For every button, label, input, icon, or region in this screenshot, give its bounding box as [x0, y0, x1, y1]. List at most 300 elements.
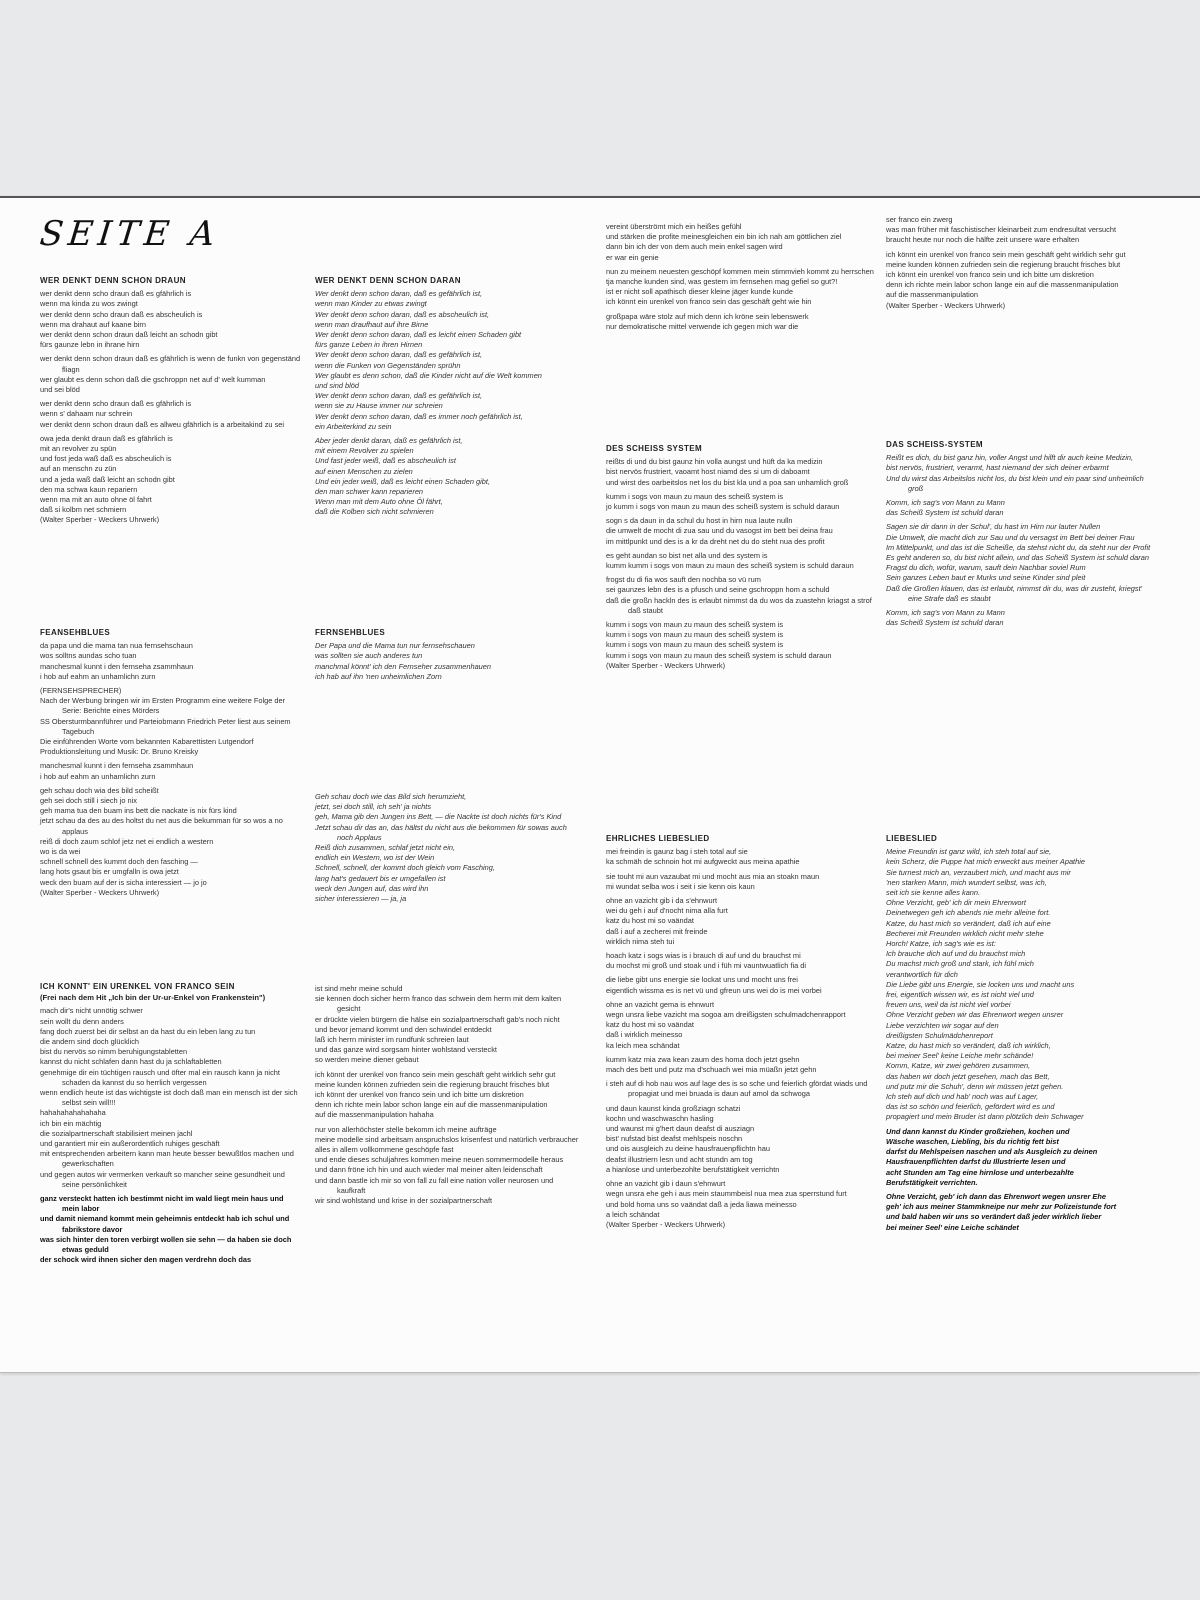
- lyric-line: geh sei doch still i siech jo nix: [40, 796, 137, 806]
- lyric-line: kannst du nicht schlafen dann hast du ja schlaftabletten: [40, 1057, 222, 1067]
- stanza: [315, 641, 583, 682]
- song-urenkel-continued-2: [606, 222, 874, 336]
- lyric-line: wegn unsra ehe geh i aus mein staummbeisl nua mea zua sperrstund furt: [606, 1189, 847, 1199]
- lyric-line: wenn endlich heute ist das wichtigste ist doch daß man ein mensch ist der sich selbst sein will!!!: [40, 1088, 298, 1108]
- lyric-line: das haben wir doch jetzt gesehen, mach das Bett,: [886, 1071, 1050, 1081]
- lyric-line: bei meiner Seel' eine Leiche schändet: [886, 1222, 1019, 1232]
- lyric-line: geh' ich aus meiner Stammkneipe nur mehr zur Polizeistunde fort: [886, 1202, 1117, 1212]
- lyric-line: ohne an vazicht gib i da s'ehnwurt: [606, 896, 718, 906]
- stanza: [40, 1194, 302, 1265]
- lyric-line: Katze, du hast mich so verändert, daß ich wirklich,: [886, 1041, 1051, 1051]
- lyric-line: manchmal könnt' ich den Fernseher zusammenhauen: [315, 661, 492, 671]
- lyric-line: Sie turnest mich an, verzaubert mich, und macht aus mir: [886, 867, 1071, 877]
- song-title: EHRLICHES LIEBESLIED: [606, 834, 710, 843]
- lyric-line: ich hab auf ihn 'nen unheimlichen Zorn: [315, 671, 442, 681]
- lyric-line: wenn ma mit an auto ohne öl fahrt: [40, 495, 152, 505]
- stanza: [40, 399, 302, 430]
- lyric-line: darfst du Mehlspeisen naschen und als Ausgleich zu deinen: [886, 1147, 1098, 1157]
- lyric-line: fang doch zuerst bei dir selbst an da hast du ein leben lang zu tun: [40, 1026, 256, 1036]
- lyric-line: wer denkt denn scho draun daß es abscheulich is: [40, 309, 203, 319]
- lyric-line: manchesmal kunnt i den fernseha zsammhaun: [40, 761, 194, 771]
- lyric-line: mit an revolver zu spün: [40, 444, 117, 454]
- lyric-line: Wer denkt denn schon daran, daß es immer noch gefährlich ist,: [315, 411, 523, 421]
- lyric-line: und gegen autos wir vermerken verkauft so mancher seine gesundheit und seine persönlichkeit: [40, 1169, 285, 1189]
- lyric-line: Fragst du dich, wofür, warum, sauft dein Nachbar soviel Rum: [886, 563, 1086, 573]
- lyric-line: Wenn man mit dem Auto ohne Öl fährt,: [315, 497, 443, 507]
- lyric-line: ganz versteckt hatten ich bestimmt nicht im wald liegt mein haus und mein labor: [40, 1194, 284, 1214]
- lyric-line: Schnell, schnell, der kommt doch gleich vom Fasching,: [315, 863, 495, 873]
- lyric-line: und waunst mi g'hert daun deafst di ausziagn: [606, 1124, 755, 1134]
- lyric-line: Die Liebe gibt uns Energie, sie locken uns und macht uns: [886, 979, 1075, 989]
- lyric-line: laß ich herrn minister im rundfunk schreien laut: [315, 1035, 469, 1045]
- stanza: [886, 498, 1156, 518]
- lyric-line: ist er nicht soll apathisch dieser kleine jäger kunde kunde: [606, 287, 793, 297]
- stanza: [886, 522, 1156, 604]
- lyric-line: er drückte vielen bürgern die hälse ein sozialpartnerschaft gab's noch nicht: [315, 1014, 560, 1024]
- lyric-line: Und dann kannst du Kinder großziehen, kochen und: [886, 1126, 1070, 1136]
- lyric-line: jetzt schau da des au des holtst du net aus die bekumman für so wos a no applaus: [40, 816, 283, 836]
- lyric-line: Wer denkt denn schon daran, daß es gefährlich ist,: [315, 289, 483, 299]
- lyric-line: es geht aundan so bist net alla und des system is: [606, 550, 768, 560]
- lyric-line: lang hat's gedauert bis er umgefallen ist: [315, 873, 446, 883]
- lyric-line: daß die Kolben sich nicht schmieren: [315, 507, 434, 517]
- song-title: FEANSEHBLUES: [40, 628, 111, 637]
- song-wer-denkt-denn-schon-daran: [315, 276, 583, 522]
- lyric-line: i hob auf eahm an unhamlichn zurn: [40, 671, 156, 681]
- stanza: [40, 786, 302, 898]
- lyric-line: kumm i sogs von maun zu maun des scheiß system is schuld daraun: [606, 650, 832, 660]
- lyric-line: Die Umwelt, die macht dich zur Sau und du versagst im Bett bei deiner Frau: [886, 532, 1135, 542]
- song-title: DES SCHEISS SYSTEM: [606, 444, 703, 453]
- lyric-line: daß si kolbm net schmiern: [40, 505, 127, 515]
- song-title: LIEBESLIED: [886, 834, 938, 843]
- lyric-line: Im Mittelpunkt, und das ist die Scheiße, da stehst nicht du, da steht nur der Profit: [886, 542, 1151, 552]
- lyric-line: wenn sie zu Hause immer nur schreien: [315, 401, 443, 411]
- lyric-line: genehmige dir ein tüchtigen rausch und öfter mal ein rausch kann ja nicht schaden da kannst du so herrlich vergessen: [40, 1067, 280, 1087]
- lyric-line: Deinetwegen geh ich abends nie mehr alleine fort.: [886, 908, 1051, 918]
- lyric-line: wei du geh i auf d'nocht nima alla furt: [606, 906, 728, 916]
- lyric-line: i hob auf eahm an unhamlichn zurn: [40, 771, 156, 781]
- stanza: [40, 1006, 302, 1190]
- lyric-line: auf einen Menschen zu zielen: [315, 466, 413, 476]
- lyric-line: wer denkt denn scho draun daß es gfährlich is: [40, 289, 192, 299]
- lyric-line: reiß di doch zaum schlof jetz net ei endlich a western: [40, 836, 214, 846]
- lyric-line: ser franco ein zwerg: [886, 215, 953, 224]
- lyric-line: kumm kumm i sogs von maun zu maun des scheiß system is schuld daraun: [606, 561, 854, 571]
- lyric-line: denn ich richte mein labor schon lange ein auf die massenmanipulation: [315, 1100, 548, 1110]
- lyric-line: Produktionsleitung und Musik: Dr. Bruno Kreisky: [40, 747, 199, 757]
- lyric-line: Berufstätigkeit verrichten.: [886, 1177, 978, 1187]
- lyric-line: die andern sind doch glücklich: [40, 1037, 140, 1047]
- stanza: [606, 1079, 874, 1099]
- lyric-line: Sein ganzes Leben baut er Murks und seine Kinder sind pleit: [886, 573, 1086, 583]
- lyric-line: Ohne Verzicht, geb' ich dann das Ehrenwort wegen unsrer Ehe: [886, 1191, 1106, 1201]
- lyric-line: wer denkt denn schon draun daß es gfährlich is wenn de funkn von gegenständ fliagn: [40, 354, 301, 374]
- lyric-line: das Scheiß System ist schuld daran: [886, 618, 1004, 628]
- credit-line: (Walter Sperber - Weckers Uhrwerk): [40, 515, 160, 525]
- credit-line: (Walter Sperber - Weckers Uhrwerk): [886, 300, 1006, 310]
- lyric-line: meine kunden können zufrieden sein die regierung braucht frisches blut: [315, 1079, 550, 1089]
- stanza: [606, 1000, 874, 1051]
- lyric-line: hoach katz i sogs wias is i brauch di auf und du brauchst mi: [606, 951, 801, 961]
- lyric-line: Wer denkt denn schon daran, daß es gefährlich ist,: [315, 391, 483, 401]
- lyric-line: seit ich sie kenne alles kann.: [886, 888, 981, 898]
- lyric-line: ich könnt ein urenkel von franco sein das geschäft geht wie hin: [606, 297, 812, 307]
- lyric-line: bist du nervös so nimm beruhigungstabletten: [40, 1047, 188, 1057]
- lyric-line: acht Stunden am Tag eine hirnlose und unterbezahlte: [886, 1167, 1074, 1177]
- lyric-line: ein Arbeiterkind zu sein: [315, 421, 392, 431]
- lyric-line: und putz mir die Schuh', denn wir müssen jetzt gehen.: [886, 1081, 1064, 1091]
- lyric-line: wirklich nima steh tui: [606, 936, 675, 946]
- lyric-line: was man früher mit faschistischer kleinarbeit zum endresultat versucht: [886, 225, 1117, 235]
- stanza: [606, 620, 874, 671]
- lyric-line: kumm i sogs von maun zu maun des scheiß system is: [606, 640, 784, 650]
- stanza: [40, 641, 302, 682]
- lyric-line: Und ein jeder weiß, daß es leicht einen Schaden gibt,: [315, 476, 491, 486]
- lyric-line: Jetzt schau dir das an, das hältst du nicht aus die bekommen für sowas auch noch Applaus: [315, 822, 567, 842]
- lyric-line: Ich steh auf dich und hab' noch was auf Lager,: [886, 1092, 1039, 1102]
- lyric-line: ohne an vazicht gib i daun s'ehnwurt: [606, 1179, 726, 1189]
- lyric-line: der schock wird ihnen sicher den magen verdrehn doch das: [40, 1255, 252, 1265]
- lyric-line: mi wundat selba wos i seit i sie kenn ois kaun: [606, 881, 755, 891]
- lyric-line: i steh auf di hob nau wos auf lage des is so sche und feierlich gfördat wiads und propagiat und mei bruada is daun auf amol da schwoga: [606, 1079, 868, 1099]
- lyric-line: auf an menschn zu zün: [40, 464, 117, 474]
- stanza: [40, 434, 302, 526]
- lyric-line: bist' nufstad bist deafst mehlspeis noschn: [606, 1134, 743, 1144]
- lyric-line: wenn die Funken von Gegenständen sprühn: [315, 360, 461, 370]
- lyric-line: den ma schwa kaun repariern: [40, 484, 138, 494]
- lyric-line: Die einführenden Worte vom bekannten Kabarettisten Lutgendorf: [40, 737, 254, 747]
- lyric-line: hahahahahahahaha: [40, 1108, 106, 1118]
- lyric-line: Wer denkt denn schon daran, daß es leicht einen Schaden gibt: [315, 330, 522, 340]
- lyric-line: auf die massenmanipulation: [886, 290, 979, 300]
- lyric-line: mit entsprechenden arbeitern kann man heute besser bewußtlos machen und gewerkschaften: [40, 1149, 294, 1169]
- lyric-line: du mochst mi groß und stoak und i füh mi vauntwuatlich fia di: [606, 961, 807, 971]
- lyric-line: Horch! Katze, ich sag's wie es ist:: [886, 939, 996, 949]
- lyric-line: Der Papa und die Mama tun nur fernsehschauen: [315, 641, 475, 651]
- lyric-line: ich könnt der urenkel von franco sein mein geschäft geht wirklich sehr gut: [315, 1069, 556, 1079]
- credit-line: (Walter Sperber - Weckers Uhrwerk): [606, 660, 726, 670]
- lyric-line: Wer denkt denn schon daran, daß es gefährlich ist,: [315, 350, 483, 360]
- lyric-line: Nach der Werbung bringen wir im Ersten Programm eine weitere Folge der Serie: Berichte eines Mörders: [40, 696, 286, 716]
- stanza: [606, 872, 874, 892]
- lyric-line: wenn man draufhaut auf ihre Birne: [315, 319, 429, 329]
- lyric-line: Daß die Großen klauen, das ist erlaubt, nimmst dir du, was dir zusteht, kriegst' eine Strafe daß es staubt: [886, 583, 1143, 603]
- lyric-line: und ende dieses schuljahres kommen meine neuen sommermodelle heraus: [315, 1155, 564, 1165]
- lyric-line: ohne an vazicht gema is ehnwurt: [606, 999, 715, 1009]
- stanza: [315, 436, 583, 518]
- song-urenkel-continued-3: [886, 215, 1156, 315]
- stanza: [886, 847, 1156, 1122]
- lyric-line: Komm, ich sag's von Mann zu Mann: [886, 608, 1005, 618]
- stanza: [606, 222, 874, 263]
- lyric-line: nur demokratische mittel verwende ich gegen mich war die: [606, 321, 799, 331]
- lyric-line: auf die massenmanipulation hahaha: [315, 1110, 434, 1120]
- stanza: [40, 354, 302, 395]
- lyric-line: und bald haben wir uns so verändert daß jeder wirklich lieber: [886, 1212, 1102, 1222]
- lyric-line: und bold homa uns so vaändat daß a jeda liawa meinesso: [606, 1199, 797, 1209]
- lyric-line: und damit niemand kommt mein geheimnis entdeckt hab ich schul und fabrikstore davor: [40, 1214, 290, 1234]
- lyric-line: endlich ein Western, wo ist der Wein: [315, 853, 435, 863]
- lyric-line: bist nervös frustriert, vaoamt host niamd des si um di daboamt: [606, 467, 810, 477]
- lyric-line: Reißt es dich, du bist ganz hin, voller Angst und hilft dir auch keine Medizin,: [886, 453, 1134, 463]
- stanza: [606, 575, 874, 616]
- lyric-line: meine modelle sind arbeitsam anspruchslos krisenfest und natürlich verbraucher: [315, 1134, 579, 1144]
- lyric-line: Meine Freundin ist ganz wild, ich steh total auf sie,: [886, 847, 1052, 857]
- lyric-line: so werden meine diener gebaut: [315, 1055, 419, 1065]
- song-title: WER DENKT DENN SCHON DARAN: [315, 276, 461, 285]
- lyric-line: Reiß dich zusammen, schlaf jetzt nicht ein,: [315, 843, 456, 853]
- stanza: [315, 1125, 583, 1207]
- lyric-line: frogst du di fia wos sauft den nochba so vü rum: [606, 575, 761, 585]
- lyric-line: dann bin ich der von dem auch mein enkel sagen wird: [606, 242, 783, 252]
- lyric-line: kumm i sogs von maun zu maun des scheiß system is: [606, 630, 784, 640]
- lyric-line: wenn man Kinder zu etwas zwingt: [315, 299, 427, 309]
- lyric-line: verantwortlich für dich: [886, 969, 958, 979]
- lyric-line: SS Obersturmbannführer und Parteiobmann Friedrich Peter liest aus seinem Tagebuch: [40, 716, 291, 736]
- stanza: [606, 896, 874, 947]
- lyric-line: was sich hinter den toren verbirgt wollen sie sehn — da haben sie doch etwas geduld: [40, 1234, 292, 1255]
- lyric-line: sie touht mi aun vazaubat mi und mocht aus mia an stoakn maun: [606, 871, 820, 881]
- lyric-line: lang hots gsaut bis er umgfalln is owa jetzt: [40, 867, 179, 877]
- stanza: [606, 457, 874, 488]
- song-ehrliches-liebeslied: [606, 834, 874, 1234]
- lyric-line: sein wollt du denn anders: [40, 1016, 124, 1026]
- lyric-line: das ist so schön und feierlich, gefördert wird es und: [886, 1102, 1055, 1112]
- stanza: [606, 516, 874, 547]
- lyric-line: wenn s' dahaam nur schrein: [40, 409, 133, 419]
- lyric-line: nun zu meinem neuesten geschöpf kommen mein stimmvieh kommt zu herrschen: [606, 266, 874, 276]
- lyric-line: ich könnt ein urenkel von franco sein und ich bitte um diskretion: [886, 270, 1094, 280]
- lyric-line: meine kunden können zufrieden sein die regierung braucht frisches blut: [886, 259, 1121, 269]
- lyric-line: vereint überströmt mich ein heißes gefühl: [606, 222, 742, 231]
- stanza: [315, 289, 583, 432]
- lyric-line: daß i auf a zecherei mit freinde: [606, 926, 708, 936]
- lyric-line: wenn ma drahaut auf kaane birn: [40, 319, 147, 329]
- lyric-line: ist sind mehr meine schuld: [315, 984, 403, 993]
- lyric-line: ka leich mea schändat: [606, 1040, 680, 1050]
- stanza: [606, 951, 874, 971]
- lyric-line: Du machst mich groß und stark, ich fühl mich: [886, 959, 1034, 969]
- lyric-line: Es geht anderen so, du bist nicht allein, und das Scheiß System ist schuld daran: [886, 553, 1149, 563]
- lyric-line: owa jeda denkt draun daß es gfährlich is: [40, 433, 173, 443]
- lyric-line: kumm i sogs von maun zu maun des scheiß system is: [606, 620, 784, 630]
- lyric-line: und dann fröne ich hin und auch wieder mal meiner alten leidenschaft: [315, 1165, 543, 1175]
- song-feansehblues: [40, 628, 302, 902]
- lyric-line: kein Scherz, die Puppe hat mich erweckt aus meiner Apathie: [886, 857, 1085, 867]
- lyric-line: und dann bastle ich mir so von fall zu fall eine nation voller neurosen und kaufkraft: [315, 1175, 554, 1195]
- song-title: WER DENKT DENN SCHON DRAUN: [40, 276, 186, 285]
- lyric-line: jo kumm i sogs von maun zu maun des scheiß system is schuld daraun: [606, 502, 840, 512]
- lyric-line: sei gaunzes lebn des is a pfusch und seine gschroppn hom a schuld: [606, 585, 830, 595]
- lyric-line: Wer glaubt es denn schon, daß die Kinder nicht auf die Welt kommen: [315, 370, 542, 380]
- lyric-line: wo is da wei: [40, 847, 81, 857]
- stanza: [315, 792, 583, 904]
- song-des-scheiss-system: [606, 444, 874, 675]
- lyric-line: katz du host mi so vaändat: [606, 916, 694, 926]
- lyric-line: wer denkt denn schon draun daß leicht an schodn gibt: [40, 330, 218, 340]
- lyric-line: wos solltns aundas scho tuan: [40, 651, 137, 661]
- lyric-line: sogn s da daun in da schul du host in hirn nua laute nulln: [606, 516, 793, 526]
- lyric-line: die sozialpartnerschaft stabilisiert meinen jachl: [40, 1128, 193, 1138]
- lyric-line: und daun kaunst kinda großziagn schatzi: [606, 1103, 741, 1113]
- lyric-line: Komm, ich sag's von Mann zu Mann: [886, 498, 1005, 508]
- stanza: [886, 215, 1156, 246]
- lyric-line: die liebe gibt uns energie sie lockat uns und mocht uns frei: [606, 975, 798, 985]
- lyric-line: manchesmal kunnt i den fernseha zsammhaun: [40, 661, 194, 671]
- stanza: [606, 975, 874, 995]
- lyric-line: sie kennen doch sicher herrn franco das schwein dem herrn mit dem kalten gesicht: [315, 994, 562, 1014]
- song-das-scheiss-system: [886, 440, 1156, 632]
- lyric-line: Becherei mit Freunden wirklich nicht mehr stehe: [886, 928, 1044, 938]
- stanza: [40, 289, 302, 350]
- lyric-line: ich bin ein mächtig: [40, 1118, 102, 1128]
- song-fernsehblues-continued: [315, 792, 583, 908]
- lyric-line: 'nen starken Mann, mich wundert selbst, was ich,: [886, 877, 1047, 887]
- lyric-line: denn ich richte mein labor schon lange ein auf die massenmanipulation: [886, 280, 1119, 290]
- lyric-line: a hianlose und unterbezohlte berufstätigkeit verrichtn: [606, 1164, 780, 1174]
- stanza: [886, 1127, 1156, 1188]
- stanza: [606, 492, 874, 512]
- lyric-line: mach des bett und putz ma d'schuach wei mia müaßn jetzt gehn: [606, 1065, 817, 1075]
- lyric-line: mei freindin is gaunz bag i steh total auf sie: [606, 847, 748, 857]
- stanza: [606, 1179, 874, 1230]
- lyric-line: braucht heute nur noch die hälfte zeit unsere ware erhalten: [886, 235, 1080, 245]
- lyric-line: jetzt, sei doch still, ich seh' ja nichts: [315, 802, 432, 812]
- lyric-line: tja manche kunden sind, was gestern im fernsehen mag gefiel so gut?!: [606, 277, 838, 287]
- lyric-line: fürs ganze Leben in ihren Hirnen: [315, 340, 423, 350]
- lyric-line: und garantiert mir ein außerordentlich ruhiges geschäft: [40, 1139, 220, 1149]
- lyric-line: und wirst des oarbeitslos net los du bist kla und a poa san unhamlich groß: [606, 477, 849, 487]
- song-title: ICH KONNT' EIN URENKEL VON FRANCO SEIN: [40, 982, 235, 991]
- lyric-line: kumm katz mia zwa kean zaum des homa doch jetzt gsehn: [606, 1054, 800, 1064]
- lyric-line: daß i wirklich meinesso: [606, 1030, 683, 1040]
- lyric-line: wir sind wohlstand und krise in der sozialpartnerschaft: [315, 1196, 493, 1206]
- lyric-line: nur von allerhöchster stelle bekomm ich meine aufträge: [315, 1124, 497, 1134]
- lyric-line: Komm, Katze, wir zwei gehören zusammen,: [886, 1061, 1031, 1071]
- lyric-line: Ich brauche dich auf und du brauchst mich: [886, 949, 1026, 959]
- lyric-line: geh schau doch wia des bild scheißt: [40, 785, 159, 795]
- song-liebeslied: [886, 834, 1156, 1237]
- lyric-line: im mittlpunkt und des is a kr da dreht net du do steht nua des profit: [606, 536, 825, 546]
- stanza: [886, 250, 1156, 311]
- lyric-line: ich könnt ein urenkel von franco sein mein geschäft geht wirklich sehr gut: [886, 249, 1126, 259]
- credit-line: (Walter Sperber - Weckers Uhrwerk): [40, 887, 160, 897]
- lyric-line: deafst illustriern lesn und acht stundn am tog: [606, 1154, 753, 1164]
- lyric-line: und sind blöd: [315, 381, 359, 391]
- stanza: [40, 686, 302, 757]
- lyric-line: den man schwer kann reparieren: [315, 487, 424, 497]
- lyric-line: kumm i sogs von maun zu maun des scheiß system is: [606, 491, 784, 501]
- lyric-line: da papa und die mama tan nua fernsehschaun: [40, 641, 193, 651]
- lyric-line: Und fast jeder weiß, daß es abscheulich ist: [315, 456, 456, 466]
- lyric-line: Hausfrauenpflichten darfst du Illustrierte lesen und: [886, 1157, 1066, 1167]
- side-title: SEITE A: [37, 214, 222, 254]
- lyric-line: Liebe verzichten wir sogar auf den: [886, 1020, 999, 1030]
- lyric-line: wer glaubt es denn schon daß die gschroppn net auf d' welt kumman: [40, 374, 266, 384]
- stanza: [886, 1192, 1156, 1233]
- lyric-line: Ohne Verzicht, geb' ich dir mein Ehrenwort: [886, 898, 1026, 908]
- lyric-line: bei meiner Seel' keine Leiche mehr schände!: [886, 1051, 1034, 1061]
- song-title: FERNSEHBLUES: [315, 628, 386, 637]
- stanza: [606, 267, 874, 308]
- lyric-line: daß die großn hackln des is erlaubt nimmst da du wos da zuastehn kriagst a strof daß staubt: [606, 595, 872, 615]
- lyric-line: er war ein genie: [606, 252, 659, 262]
- stanza: [606, 1055, 874, 1075]
- lyric-line: Sagen sie dir dann in der Schul', du hast im Hirn nur lauter Nullen: [886, 522, 1101, 532]
- stanza: [886, 608, 1156, 628]
- lyric-line: bist nervös, frustriert, verarmt, hast niemand der sich deiner erbarmt: [886, 463, 1109, 473]
- lyric-line: Katze, du hast mich so verändert, daß ich auf eine: [886, 918, 1051, 928]
- lyric-line: Und du wirst das Arbeitslos nicht los, du bist klein und ein paar sind unheimlich groß: [886, 473, 1144, 493]
- lyric-line: geh mama tua den buam ins bett die nackate is nix fürs kind: [40, 806, 237, 816]
- stanza: [315, 984, 583, 1066]
- lyric-line: die umwelt de mocht di zua sau und du vasogst im bett bei deina frau: [606, 526, 833, 536]
- lyric-line: Geh schau doch wie das Bild sich herumzieht,: [315, 792, 467, 801]
- lyric-line: und fost jeda waß daß es abscheulich is: [40, 454, 172, 464]
- lyric-line: großpapa wäre stolz auf mich denn ich kröne sein lebenswerk: [606, 311, 809, 321]
- credit-line: (Walter Sperber - Weckers Uhrwerk): [606, 1219, 726, 1229]
- lyric-line: wer denkt denn scho draun daß es gfährlich is: [40, 399, 192, 409]
- lyric-line: wer denkt denn schon draun daß es allweu gfährlich is a arbeitakind zu sei: [40, 419, 285, 429]
- stanza: [606, 1104, 874, 1175]
- lyric-line: alles in allem vollkommene geschöpfe fast: [315, 1145, 454, 1155]
- stanza: [40, 761, 302, 781]
- lyric-line: das Scheiß System ist schuld daran: [886, 508, 1004, 518]
- lyric-line: ka schmäh de schnoin hot mi aufgweckt aus meina apathie: [606, 857, 800, 867]
- lyric-line: wegn unsra liebe vazicht ma sogoa am dreißigsten schulmadchenrapport: [606, 1010, 846, 1020]
- lyric-line: mit einem Revolver zu spielen: [315, 446, 414, 456]
- lyric-line: frei, eigentlich wissen wir, es ist nicht viel und: [886, 990, 1034, 1000]
- lyric-line: katz du host mi so vaändat: [606, 1020, 694, 1030]
- lyric-line: und stärken die profite meinesgleichen ein bin ich nah am göttlichen ziel: [606, 232, 842, 242]
- song-wer-denkt-denn-schon-draun: [40, 276, 302, 530]
- lyric-line: geh, Mama gib den Jungen ins Bett, — die Nackte ist doch nichts für's Kind: [315, 812, 562, 822]
- stanza: [606, 847, 874, 867]
- song-urenkel-von-franco: [40, 982, 302, 1269]
- lyric-line: und bevor jemand kommt und den schwindel entdeckt: [315, 1024, 492, 1034]
- lyric-line: sicher interessieren — ja, ja: [315, 894, 407, 904]
- song-urenkel-continued: [315, 984, 583, 1210]
- lyric-line: a leich schändat: [606, 1209, 660, 1219]
- lyric-line: mach dir's nicht unnötig schwer: [40, 1006, 143, 1016]
- lyric-line: Wer denkt denn schon daran, daß es abscheulich ist,: [315, 309, 490, 319]
- lyric-line: Ohne Verzicht geben wir das Ehrenwort wegen unsrer: [886, 1010, 1064, 1020]
- lyric-line: und sei blöd: [40, 385, 80, 395]
- lyric-line: freuen uns, weil da ist nicht viel vorbei: [886, 1000, 1011, 1010]
- lyric-line: (FERNSEHSPRECHER): [40, 686, 122, 696]
- stanza: [606, 312, 874, 332]
- lyric-line: ich könnt der urenkel von franco sein und ich bitte um diskretion: [315, 1090, 524, 1100]
- lyric-line: weck den Jungen auf, das wird ihn: [315, 883, 429, 893]
- lyric-line: Aber jeder denkt daran, daß es gefährlich ist,: [315, 436, 463, 446]
- song-title: DAS SCHEISS-SYSTEM: [886, 440, 983, 449]
- stanza: [315, 1070, 583, 1121]
- lyric-line: eigentlich wissma es is net vü und gfreun uns wei do is mei vorbei: [606, 985, 822, 995]
- lyric-line: Wäsche waschen, Liebling, bis du richtig fett bist: [886, 1136, 1059, 1146]
- lyric-line: wenn ma kinda zu wos zwingt: [40, 299, 138, 309]
- lyric-line: weck den buam auf der is sicha interessiert — jo jo: [40, 877, 207, 887]
- lyric-line: fürs gaunze lebn in ihrane hirn: [40, 340, 140, 350]
- lyric-line: kochn und waschwaschn hasling: [606, 1113, 714, 1123]
- stanza: [886, 453, 1156, 494]
- lyric-line: und a jeda waß daß leicht an schodn gibt: [40, 474, 175, 484]
- lyric-line: dreißigsten Schulmädchenreport: [886, 1030, 993, 1040]
- song-subtitle: (Frei nach dem Hit „Ich bin der Ur-ur-Enkel von Frankenstein"): [40, 993, 266, 1003]
- lyric-line: schnell schnell des kummt doch den fasching —: [40, 857, 198, 867]
- lyric-line: propagiert und mein Bruder ist dann plötzlich dein Schwager: [886, 1112, 1084, 1122]
- song-fernsehblues: [315, 628, 583, 686]
